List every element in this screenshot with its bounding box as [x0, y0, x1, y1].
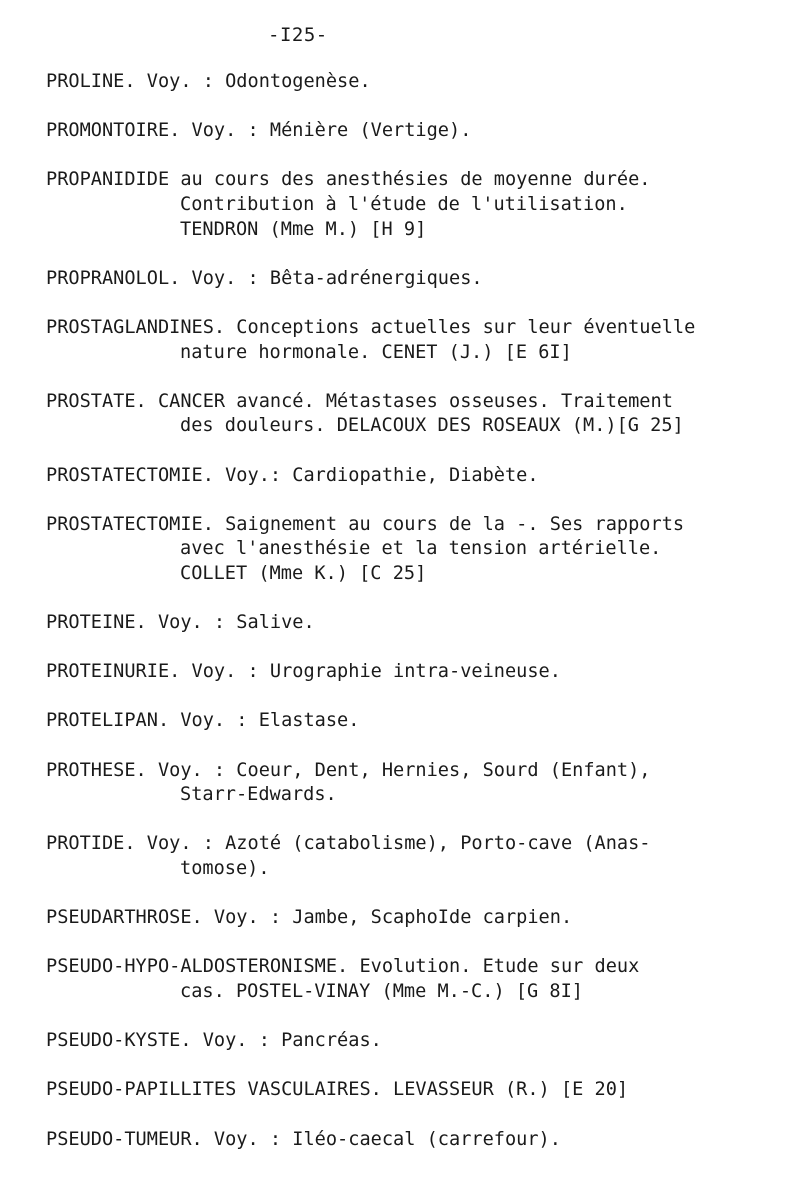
index-entry [46, 832, 776, 881]
entry-heading-line: PSEUDO-PAPILLITES VASCULAIRES. LEVASSEUR (R.) [E 20] [46, 1079, 629, 1101]
index-entry [46, 1078, 776, 1103]
index-entry [46, 955, 776, 1004]
index-entry [46, 119, 776, 144]
entry-heading-line: PROTEINURIE. Voy. : Urographie intra-veineuse. [46, 661, 561, 683]
page-number: -I25- [268, 24, 328, 46]
index-entry [46, 660, 776, 685]
entry-heading-line: PSEUDARTHROSE. Voy. : Jambe, ScaphoIde carpien. [46, 907, 573, 929]
index-entry [46, 316, 776, 365]
entry-continuation-line: tomose). [180, 858, 270, 879]
entry-heading-line: PROPANIDIDE au cours des anesthésies de moyenne durée. [46, 169, 651, 191]
index-entry [46, 1029, 776, 1054]
index-entry [46, 709, 776, 734]
entry-heading-line: PROMONTOIRE. Voy. : Ménière (Vertige). [46, 120, 472, 142]
entry-heading-line: PROPRANOLOL. Voy. : Bêta-adrénergiques. [46, 267, 483, 289]
index-entry [46, 513, 776, 587]
entry-heading-line: PROLINE. Voy. : Odontogenèse. [46, 71, 371, 92]
entry-continuation-line: avec l'anesthésie et la tension artérielle. [180, 538, 662, 560]
index-entry [46, 906, 776, 931]
entry-heading-line: PROTHESE. Voy. : Coeur, Dent, Hernies, Sourd (Enfant), [46, 759, 651, 781]
index-entry [46, 611, 776, 636]
entry-heading-line: PROSTATECTOMIE. Saignement au cours de la -. Ses rapports [46, 513, 685, 535]
entry-continuation-line: des douleurs. DELACOUX DES ROSEAUX (M.)[G 25] [180, 415, 684, 437]
entry-continuation-line: nature hormonale. CENET (J.) [E 6I] [180, 341, 572, 363]
index-entry [46, 70, 776, 95]
entry-continuation-line: Contribution à l'étude de l'utilisation. [180, 193, 628, 215]
index-entry [46, 267, 776, 292]
index-entry [46, 464, 776, 489]
entry-heading-line: PROSTATE. CANCER avancé. Métastases osseuses. Traitement [46, 390, 673, 412]
entry-heading-line: PSEUDO-HYPO-ALDOSTERONISME. Evolution. Etude sur deux [46, 956, 640, 978]
entry-heading-line: PROSTATECTOMIE. Voy.: Cardiopathie, Diabète. [46, 464, 539, 486]
index-entry [46, 168, 776, 242]
index-entry [46, 759, 776, 808]
entry-heading-line: PROTELIPAN. Voy. : Elastase. [46, 710, 360, 732]
entry-continuation-line: Starr-Edwards. [180, 784, 337, 806]
entry-heading-line: PSEUDO-TUMEUR. Voy. : Iléo-caecal (carrefour). [46, 1128, 561, 1150]
entry-heading-line: PROTIDE. Voy. : Azoté (catabolisme), Porto-cave (Anas- [46, 833, 651, 855]
entry-heading-line: PROTEINE. Voy. : Salive. [46, 612, 315, 634]
entry-continuation-line: TENDRON (Mme M.) [H 9] [180, 218, 427, 240]
entry-continuation-line: cas. POSTEL-VINAY (Mme M.-C.) [G 8I] [180, 980, 583, 1002]
index-entries [46, 70, 776, 1177]
entry-continuation-line: COLLET (Mme K.) [C 25] [180, 562, 427, 584]
entry-heading-line: PSEUDO-KYSTE. Voy. : Pancréas. [46, 1030, 382, 1052]
index-entry [46, 1128, 776, 1153]
index-entry [46, 390, 776, 439]
entry-heading-line: PROSTAGLANDINES. Conceptions actuelles sur leur éventuelle [46, 316, 696, 338]
